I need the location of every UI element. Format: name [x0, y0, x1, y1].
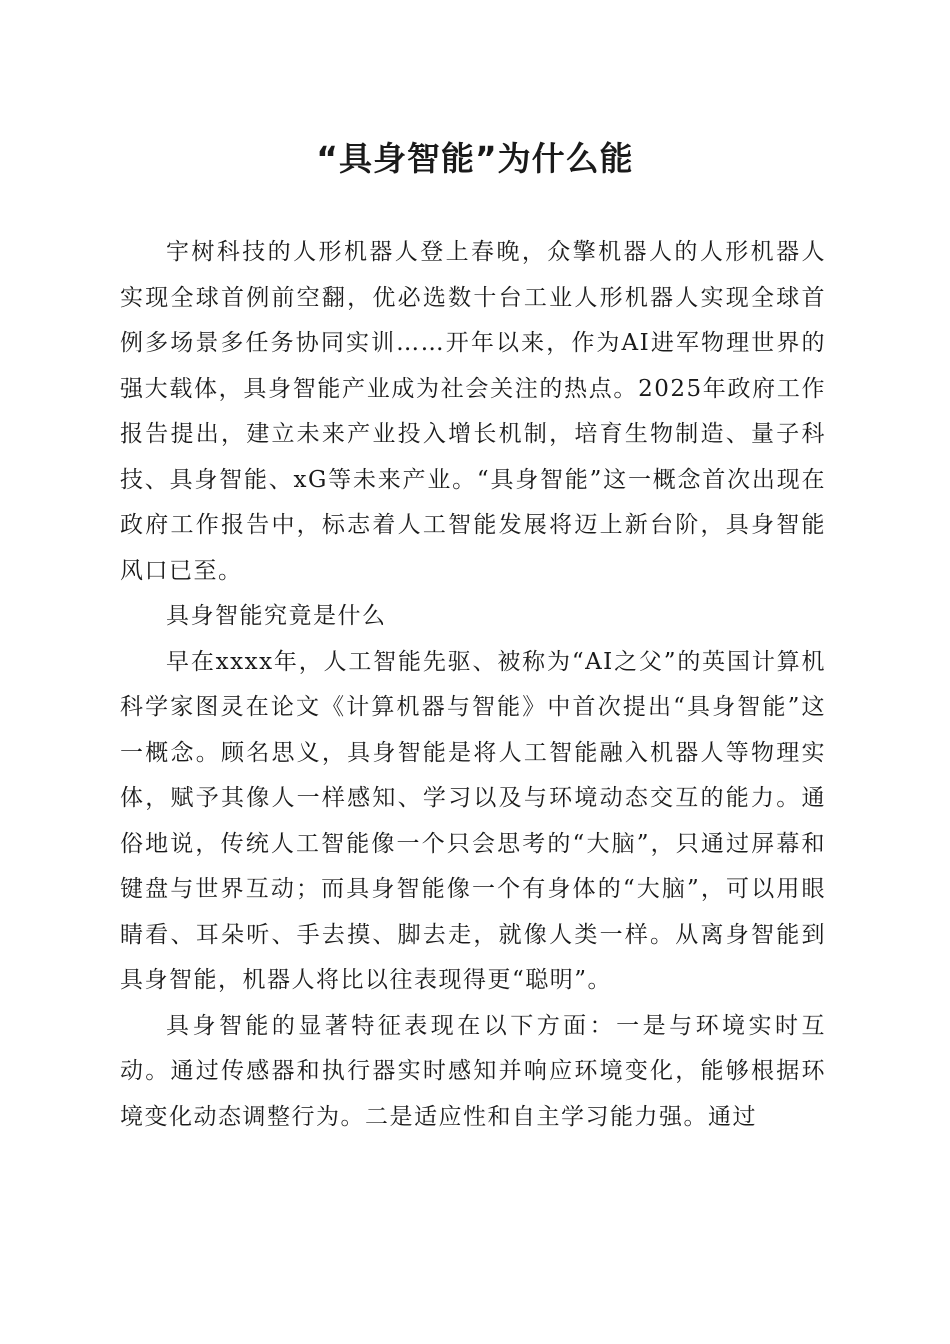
paragraph-features: 具身智能的显著特征表现在以下方面：一是与环境实时互动。通过传感器和执行器实时感知并响应环境变化，能够根据环境变化动态调整行为。二是适应性和自主学习能力强。通过	[120, 1012, 826, 1130]
document-body	[120, 230, 826, 1140]
paragraph-definition: 早在xxxx年，人工智能先驱、被称为“AI之父”的英国计算机科学家图灵在论文《计算机器与智能》中首次提出“具身智能”这一概念。顾名思义，具身智能是将人工智能融入机器人等物理实体，赋予其像人一样感知、学习以及与环境动态交互的能力。通俗地说，传统人工智能像一个只会思考的“大脑”，只通过屏幕和键盘与世界互动；而具身智能像一个有身体的“大脑”，可以用眼睛看、耳朵听、手去摸、脚去走，就像人类一样。从离身智能到具身智能，机器人将比以往表现得更“聪明”。	[120, 648, 826, 993]
document-title: “具身智能”为什么能	[316, 139, 634, 178]
paragraph-intro: 宇树科技的人形机器人登上春晚，众擎机器人的人形机器人实现全球首例前空翻，优必选数十台工业人形机器人实现全球首例多场景多任务协同实训……开年以来，作为AI进军物理世界的强大载体，具身智能产业成为社会关注的热点。2025年政府工作报告提出，建立未来产业投入增长机制，培育生物制造、量子科技、具身智能、xG等未来产业。“具身智能”这一概念首次出现在政府工作报告中，标志着人工智能发展将迈上新台阶，具身智能风口已至。	[120, 239, 826, 584]
section-heading-what-is: 具身智能究竟是什么	[166, 603, 387, 629]
